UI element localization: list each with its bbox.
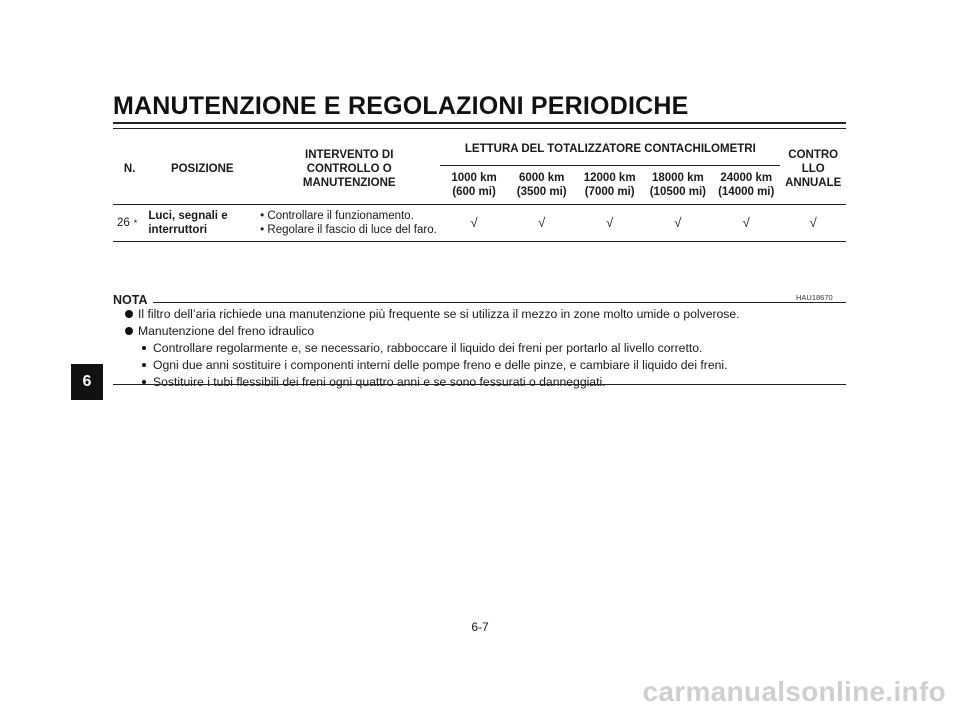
header-intervention bbox=[258, 133, 440, 205]
interval-km: 24000 km bbox=[720, 172, 773, 184]
row-position bbox=[146, 205, 258, 242]
check-mark-5: √ bbox=[742, 215, 750, 230]
note-title: NOTA bbox=[113, 293, 148, 307]
note-sub-item-text: Controllare regolarmente e, se necessario, rabboccare il liquido dei freni per portarlo al livello corretto. bbox=[153, 341, 703, 355]
interval-km: 6000 km bbox=[519, 172, 565, 184]
note-rule bbox=[153, 302, 846, 303]
row-number: 26 bbox=[117, 217, 130, 229]
title-rule bbox=[113, 122, 846, 129]
note-sub-item bbox=[113, 340, 846, 357]
interval-mi: (600 mi) bbox=[452, 186, 496, 198]
interval-mi: (3500 mi) bbox=[516, 186, 567, 198]
table-header-row bbox=[113, 133, 846, 166]
interval-km: 1000 km bbox=[451, 172, 497, 184]
maintenance-table bbox=[113, 133, 846, 242]
note-item bbox=[113, 323, 846, 340]
chapter-tab: 6 bbox=[71, 364, 103, 400]
note-sub-item bbox=[113, 357, 846, 374]
header-intervention-line1: INTERVENTO DI bbox=[305, 148, 394, 161]
bullet-icon bbox=[125, 327, 133, 335]
note-item bbox=[113, 306, 846, 323]
row-position-line2: interruttori bbox=[148, 224, 208, 236]
check-mark-3: √ bbox=[606, 215, 614, 230]
page-number: 6-7 bbox=[471, 620, 489, 634]
check-mark-annual: √ bbox=[809, 215, 817, 230]
table-row bbox=[113, 205, 846, 242]
sub-bullet-icon bbox=[142, 346, 146, 350]
header-interval-5 bbox=[712, 166, 780, 205]
note-end-rule bbox=[113, 384, 846, 385]
check-mark-1: √ bbox=[470, 215, 478, 230]
header-interval-1 bbox=[440, 166, 508, 205]
bullet-icon bbox=[125, 310, 133, 318]
header-annual-line2: LLO bbox=[801, 162, 825, 175]
watermark: carmanualsonline.info bbox=[642, 676, 946, 707]
header-annual bbox=[780, 133, 846, 205]
row-intervention-line1: • Controllare il funzionamento. bbox=[260, 210, 414, 222]
sub-bullet-icon bbox=[142, 363, 146, 367]
header-annual-line1: CONTRO bbox=[788, 148, 839, 161]
row-position-line1: Luci, segnali e bbox=[148, 210, 228, 222]
row-intervention-line2: • Regolare il fascio di luce del faro. bbox=[260, 224, 437, 236]
check-mark-4: √ bbox=[674, 215, 682, 230]
header-number: N. bbox=[123, 162, 136, 175]
header-odometer: LETTURA DEL TOTALIZZATORE CONTACHILOMETRI bbox=[440, 133, 780, 166]
interval-km: 12000 km bbox=[583, 172, 636, 184]
row-star: * bbox=[133, 218, 138, 228]
note-sub-item-text: Ogni due anni sostituire i componenti interni delle pompe freno e delle pinze, e cambiare il liquido dei freni. bbox=[153, 358, 728, 372]
note-item-text: Manutenzione del freno idraulico bbox=[138, 324, 315, 338]
header-interval-2 bbox=[508, 166, 576, 205]
header-intervention-line2: CONTROLLO O MANUTENZIONE bbox=[302, 162, 396, 189]
header-position: POSIZIONE bbox=[170, 162, 234, 175]
check-mark-2: √ bbox=[538, 215, 546, 230]
note-sub-item-text: Sostituire i tubi flessibili dei freni ogni quattro anni e se sono fessurati o danneggiati. bbox=[153, 375, 606, 389]
interval-km: 18000 km bbox=[651, 172, 704, 184]
header-interval-4 bbox=[644, 166, 712, 205]
row-intervention bbox=[258, 205, 440, 242]
note-body bbox=[113, 306, 846, 391]
row-number-cell bbox=[113, 205, 146, 242]
interval-mi: (14000 mi) bbox=[718, 186, 775, 198]
page-title: MANUTENZIONE E REGOLAZIONI PERIODICHE bbox=[113, 92, 689, 120]
note-item-text: Il filtro dell’aria richiede una manutenzione più frequente se si utilizza il mezzo in zone molto umide o polverose. bbox=[138, 307, 740, 321]
interval-mi: (10500 mi) bbox=[649, 186, 706, 198]
header-interval-3 bbox=[576, 166, 644, 205]
reference-code: HAU18670 bbox=[796, 293, 833, 302]
header-annual-line3: ANNUALE bbox=[785, 176, 842, 189]
note-sub-item bbox=[113, 374, 846, 391]
interval-mi: (7000 mi) bbox=[584, 186, 635, 198]
